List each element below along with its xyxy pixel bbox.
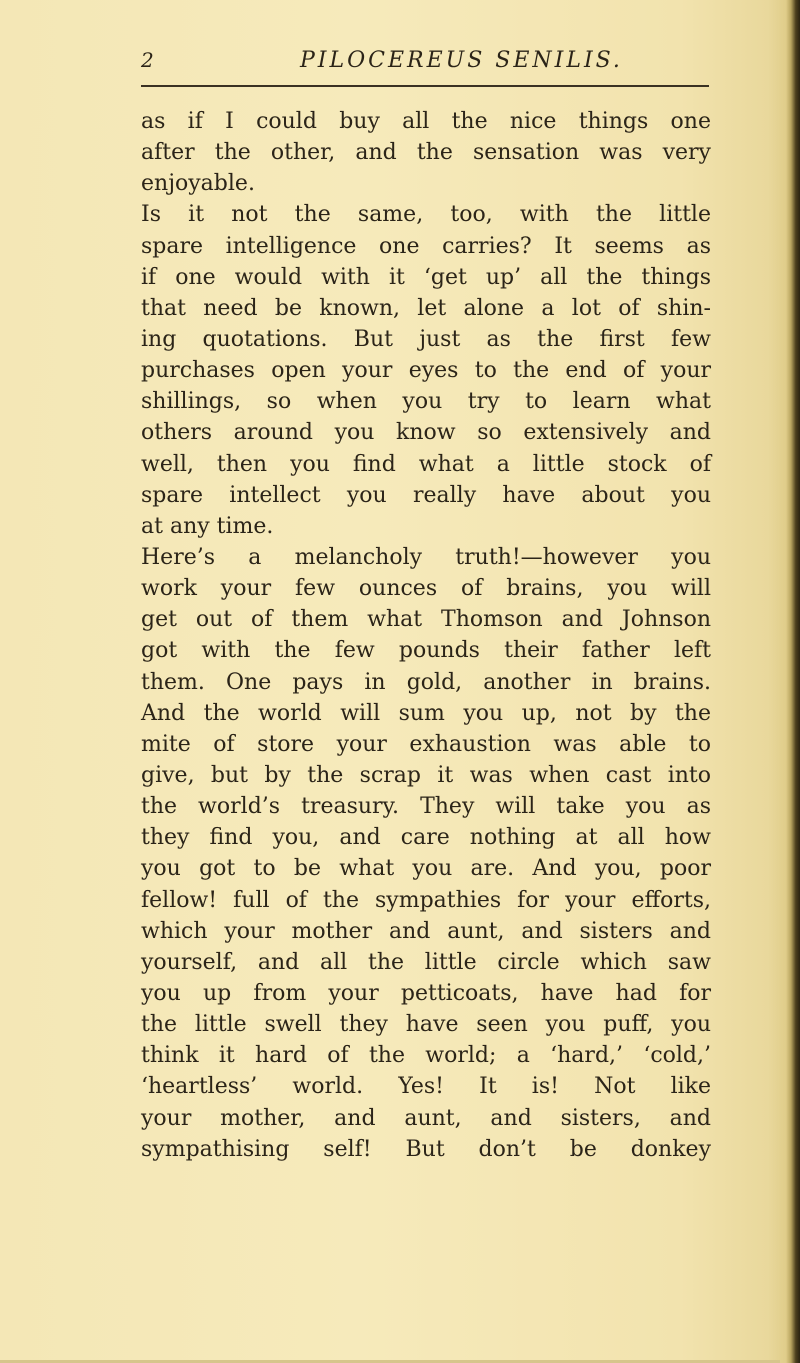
text-line: as if I could buy all the nice things one <box>141 109 711 134</box>
text-line: at any time. <box>141 513 274 539</box>
page-edge-shadow <box>786 0 800 1363</box>
text-line: which your mother and aunt, and sisters and <box>141 918 711 944</box>
text-line: that need be known, let alone a lot of shin- <box>141 295 711 321</box>
text-line: fellow! full of the sympathies for your efforts, <box>141 887 711 913</box>
page-number: 2 <box>141 48 155 72</box>
body-text <box>141 106 711 1165</box>
text-line: And the world will sum you up, not by the <box>141 700 711 726</box>
text-line: others around you know so extensively and <box>141 420 711 446</box>
text-line: spare intelligence one carries? It seems as <box>141 233 711 259</box>
text-line: sympathising self! But don’t be donkey <box>141 1136 711 1162</box>
text-line: got with the few pounds their father left <box>141 638 711 664</box>
text-line: if one would with it ‘get up’ all the things <box>141 264 711 290</box>
running-head: PILOCEREUS SENILIS. <box>300 48 623 73</box>
text-line: enjoyable. <box>141 171 255 197</box>
text-line: think it hard of the world; a ‘hard,’ ‘cold,’ <box>141 1043 711 1069</box>
text-line: get out of them what Thomson and Johnson <box>141 607 711 633</box>
text-line: they find you, and care nothing at all how <box>141 825 711 851</box>
text-line: you up from your petticoats, have had for <box>141 980 711 1006</box>
text-line: after the other, and the sensation was very <box>141 140 711 166</box>
text-line: the world’s treasury. They will take you as <box>141 794 711 820</box>
text-line: give, but by the scrap it was when cast into <box>141 762 711 788</box>
text-line: well, then you find what a little stock of <box>141 451 711 477</box>
text-line: Is it not the same, too, with the little <box>141 202 711 228</box>
text-line: them. One pays in gold, another in brains. <box>141 669 711 695</box>
text-line: your mother, and aunt, and sisters, and <box>141 1105 711 1131</box>
text-line: yourself, and all the little circle which saw <box>141 949 711 975</box>
page-header <box>0 40 800 80</box>
text-line: mite of store your exhaustion was able to <box>141 731 711 757</box>
text-line: ‘heartless’ world. Yes! It is! Not like <box>141 1074 711 1100</box>
text-line: spare intellect you really have about you <box>141 482 711 508</box>
text-line: Here’s a melancholy truth!—however you <box>141 544 711 570</box>
text-line: you got to be what you are. And you, poor <box>141 856 711 882</box>
text-line: ing quotations. But just as the first few <box>141 326 711 352</box>
text-line: the little swell they have seen you puff, you <box>141 1012 711 1038</box>
text-line: shillings, so when you try to learn what <box>141 389 711 415</box>
text-line: work your few ounces of brains, you will <box>141 576 711 602</box>
text-line: purchases open your eyes to the end of your <box>141 358 711 384</box>
header-rule <box>141 85 709 87</box>
